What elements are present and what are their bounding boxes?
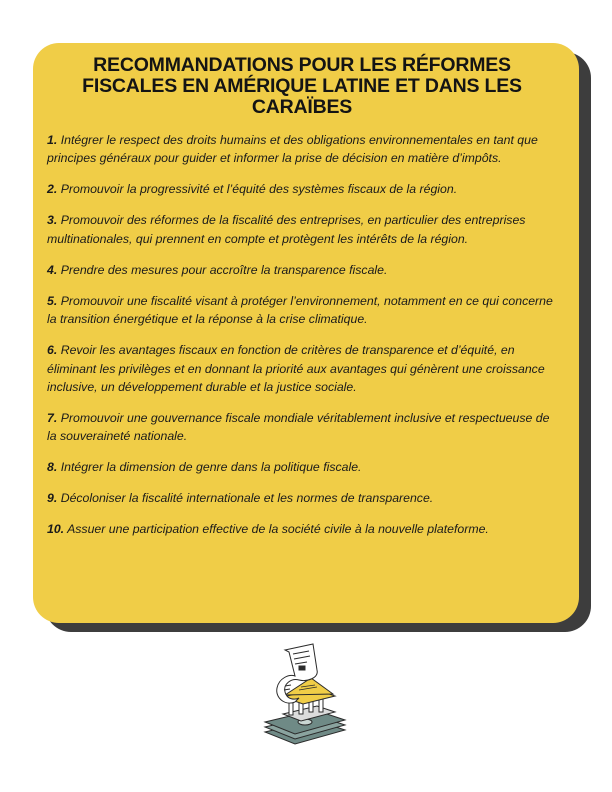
list-item xyxy=(47,211,557,248)
item-text: Intégrer le respect des droits humains et des obligations environnementales en tant que principes généraux pour guider et informer la prise de décision en matière d’impôts. xyxy=(47,133,538,166)
item-text: Promouvoir des réformes de la fiscalité des entreprises, en particulier des entreprises multinationales, qui prennent en compte et protègent les intérêts de la région. xyxy=(47,213,526,246)
recommendations-list xyxy=(47,131,557,539)
item-number: 5. xyxy=(47,293,58,308)
item-text: Intégrer la dimension de genre dans la politique fiscale. xyxy=(60,460,362,475)
item-text: Promouvoir une fiscalité visant à protéger l’environnement, notamment en ce qui concerne la transition énergétique et la réponse à la crise climatique. xyxy=(47,293,553,327)
list-item xyxy=(47,489,557,507)
item-number: 2. xyxy=(47,182,58,197)
list-item xyxy=(47,261,557,279)
item-number: 4. xyxy=(47,262,58,277)
item-number: 8. xyxy=(47,460,58,475)
item-number: 3. xyxy=(47,213,58,228)
item-text: Prendre des mesures pour accroître la transparence fiscale. xyxy=(60,262,388,277)
item-number: 1. xyxy=(47,133,58,147)
item-text: Décoloniser la fiscalité internationale et les normes de transparence. xyxy=(60,491,434,506)
list-item xyxy=(47,341,557,396)
card-title: RECOMMANDATIONS POUR LES RÉFORMES FISCALES EN AMÉRIQUE LATINE ET DANS LES CARAÏBES xyxy=(82,54,522,118)
recommendations-card xyxy=(33,43,579,623)
item-number: 10. xyxy=(47,522,65,537)
item-text: Promouvoir la progressivité et l’équité des systèmes fiscaux de la région. xyxy=(60,182,458,197)
item-number: 6. xyxy=(47,343,58,358)
item-number: 9. xyxy=(47,491,58,506)
item-text: Assuer une participation effective de la société civile à la nouvelle plateforme. xyxy=(67,522,489,537)
item-text: Revoir les avantages fiscaux en fonction de critères de transparence et d’équité, en éliminant les privilèges et en donnant la priorité aux avantages qui génèrent une croissance inclusive, un développement durable et la justice sociale. xyxy=(47,343,545,395)
list-item xyxy=(47,131,557,168)
list-item xyxy=(47,409,557,446)
item-text: Promouvoir une gouvernance fiscale mondiale véritablement inclusive et respectueuse de la souveraineté nationale. xyxy=(47,411,550,444)
list-item xyxy=(47,180,557,198)
list-item xyxy=(47,458,557,476)
bank-receipt-money-svg xyxy=(255,640,355,750)
item-number: 7. xyxy=(47,411,58,426)
bank-receipt-money-icon xyxy=(255,640,355,750)
list-item xyxy=(47,292,557,329)
list-item xyxy=(47,520,557,538)
